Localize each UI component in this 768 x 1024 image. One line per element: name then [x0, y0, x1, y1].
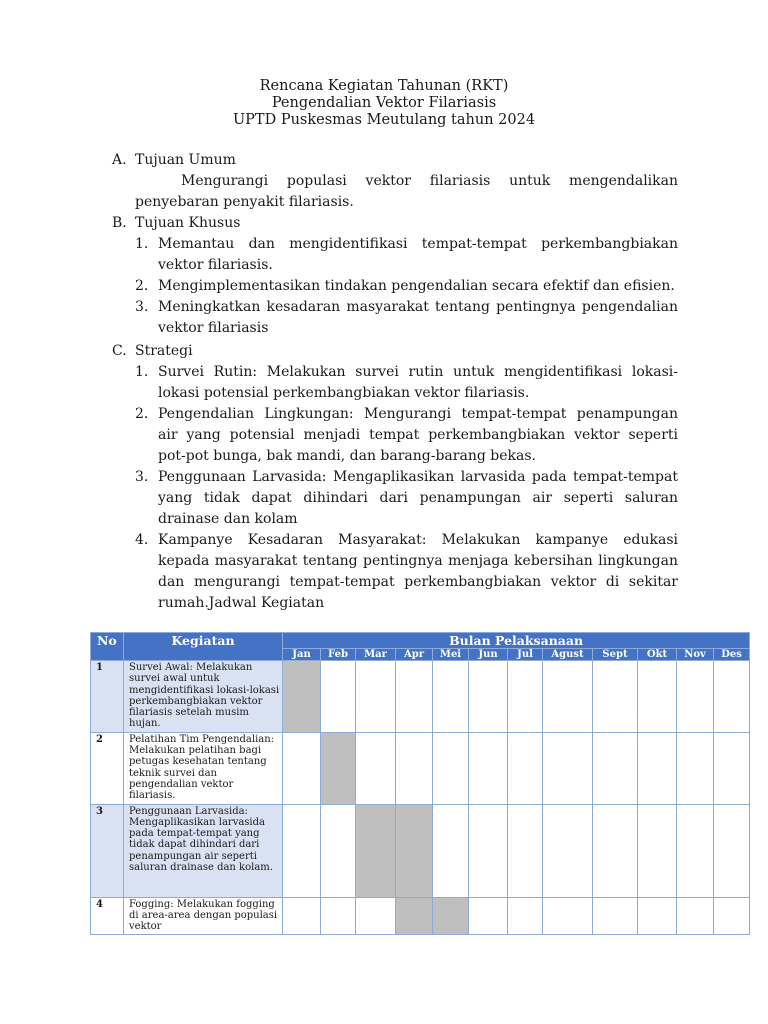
schedule-cell [677, 661, 714, 733]
schedule-cell [714, 804, 750, 897]
row-activity: Survei Awal: Melakukan survei awal untuk mengidentifikasi lokasi-lokasi perkembangbiakan vektor filariasis setelah musim hujan. [124, 661, 283, 733]
row-number: 2 [91, 732, 124, 804]
schedule-cell [469, 804, 508, 897]
section-b-letter: B. [112, 215, 127, 231]
section-a-letter: A. [112, 152, 127, 168]
table-row [91, 732, 750, 804]
schedule-cell [714, 897, 750, 935]
schedule-cell [593, 897, 638, 935]
schedule-cell [714, 732, 750, 804]
schedule-cell-active [396, 897, 433, 935]
month-header: Mei [433, 649, 469, 661]
list-text: Memantau dan mengidentifikasi tempat-tempat perkembangbiakan vektor filariasis. [158, 236, 678, 273]
schedule-cell [433, 732, 469, 804]
list-item [90, 362, 678, 404]
header-no: No [91, 633, 124, 661]
list-item [90, 234, 678, 276]
schedule-cell [714, 661, 750, 733]
row-number: 4 [91, 897, 124, 935]
section-b-title: Tujuan Khusus [135, 215, 241, 231]
title-line-3: UPTD Puskesmas Meutulang tahun 2024 [232, 112, 536, 128]
list-number: 1. [135, 364, 149, 380]
list-text: Pengendalian Lingkungan: Mengurangi tempat-tempat penampungan air yang potensial menjadi tempat perkembangbiakan vektor seperti pot-pot bunga, bak mandi, dan barang-barang bekas. [158, 406, 678, 464]
section-tujuan-umum [90, 150, 678, 213]
schedule-cell [677, 732, 714, 804]
schedule-cell [543, 661, 593, 733]
schedule-cell [543, 897, 593, 935]
schedule-cell [469, 661, 508, 733]
list-item [90, 530, 678, 614]
document-title [0, 78, 768, 129]
month-header: Jan [283, 649, 321, 661]
list-number: 4. [135, 532, 149, 548]
list-number: 3. [135, 469, 149, 485]
schedule-cell [283, 732, 321, 804]
list-number: 3. [135, 299, 149, 315]
schedule-table [90, 632, 750, 935]
list-number: 2. [135, 278, 149, 294]
list-number: 1. [135, 236, 149, 252]
schedule-cell [433, 804, 469, 897]
table-header-row [91, 633, 750, 649]
schedule-cell [638, 897, 677, 935]
section-a-title: Tujuan Umum [135, 152, 236, 168]
schedule-cell [508, 897, 543, 935]
schedule-cell [396, 661, 433, 733]
list-item [90, 404, 678, 467]
month-header: Apr [396, 649, 433, 661]
list-text: Penggunaan Larvasida: Mengaplikasikan larvasida pada tempat-tempat yang tidak dapat dihindari dari penampungan air seperti saluran drainase dan kolam [158, 469, 678, 527]
table-row [91, 897, 750, 935]
section-c-letter: C. [112, 343, 127, 359]
list-item [90, 297, 678, 339]
list-number: 2. [135, 406, 149, 422]
schedule-cell [433, 661, 469, 733]
schedule-cell [593, 732, 638, 804]
month-header: Des [714, 649, 750, 661]
list-text: Kampanye Kesadaran Masyarakat: Melakukan kampanye edukasi kepada masyarakat tentang pentingnya menjaga kebersihan lingkungan dan mengurangi tempat-tempat perkembangbiakan vektor di sekitar rumah.Jadwal Kegiatan [158, 532, 678, 611]
list-text: Survei Rutin: Melakukan survei rutin untuk mengidentifikasi lokasi-lokasi potensial perkembangbiakan vektor filariasis. [158, 364, 678, 401]
section-c-list [90, 362, 678, 614]
section-a-text: Mengurangi populasi vektor filariasis untuk mengendalikan penyebaran penyakit filariasis. [135, 173, 678, 210]
list-text: Mengimplementasikan tindakan pengendalian secara efektif dan efisien. [158, 278, 675, 294]
schedule-cell [638, 732, 677, 804]
schedule-cell [508, 804, 543, 897]
month-header: Jul [508, 649, 543, 661]
month-header: Jun [469, 649, 508, 661]
month-header: Sept [593, 649, 638, 661]
section-b-heading [90, 213, 678, 234]
title-line-1: Rencana Kegiatan Tahunan (RKT) [259, 78, 509, 94]
row-activity: Fogging: Melakukan fogging di area-area dengan populasi vektor [124, 897, 283, 935]
row-number: 3 [91, 804, 124, 897]
schedule-cell [593, 661, 638, 733]
schedule-cell-active [321, 732, 356, 804]
section-b-list [90, 234, 678, 339]
schedule-cell [396, 732, 433, 804]
table-body [91, 661, 750, 935]
section-strategi [90, 341, 678, 614]
schedule-cell-active [396, 804, 433, 897]
section-tujuan-khusus [90, 213, 678, 339]
schedule-cell [469, 732, 508, 804]
section-c-heading [90, 341, 678, 362]
section-c-title: Strategi [135, 343, 193, 359]
row-activity: Penggunaan Larvasida: Mengaplikasikan larvasida pada tempat-tempat yang tidak dapat dihindari dari penampungan air seperti saluran drainase dan kolam. [124, 804, 283, 897]
section-a-paragraph [90, 171, 678, 213]
row-number: 1 [91, 661, 124, 733]
schedule-cell [677, 804, 714, 897]
header-activity: Kegiatan [124, 633, 283, 661]
header-months: Bulan Pelaksanaan [283, 633, 750, 649]
schedule-cell-active [433, 897, 469, 935]
month-header: Feb [321, 649, 356, 661]
schedule-cell [469, 897, 508, 935]
title-line-2: Pengendalian Vektor Filariasis [271, 95, 497, 111]
list-item [90, 467, 678, 530]
schedule-cell-active [356, 804, 396, 897]
list-text: Meningkatkan kesadaran masyarakat tentang pentingnya pengendalian vektor filariasis [158, 299, 678, 336]
schedule-cell [283, 804, 321, 897]
schedule-cell [283, 897, 321, 935]
schedule-cell [543, 804, 593, 897]
table-row [91, 661, 750, 733]
schedule-cell [508, 661, 543, 733]
schedule-cell [356, 732, 396, 804]
schedule-cell [543, 732, 593, 804]
schedule-cell [356, 661, 396, 733]
schedule-cell [321, 804, 356, 897]
month-header: Agust [543, 649, 593, 661]
schedule-cell [677, 897, 714, 935]
schedule-cell-active [283, 661, 321, 733]
section-a-heading [90, 150, 678, 171]
month-header: Mar [356, 649, 396, 661]
schedule-cell [356, 897, 396, 935]
schedule-cell [508, 732, 543, 804]
month-header: Nov [677, 649, 714, 661]
list-item [90, 276, 678, 297]
schedule-cell [638, 804, 677, 897]
table-row [91, 804, 750, 897]
schedule-cell [321, 661, 356, 733]
schedule-cell [321, 897, 356, 935]
schedule-cell [638, 661, 677, 733]
row-activity: Pelatihan Tim Pengendalian: Melakukan pelatihan bagi petugas kesehatan tentang teknik survei dan pengendalian vektor filariasis. [124, 732, 283, 804]
schedule-cell [593, 804, 638, 897]
month-header: Okt [638, 649, 677, 661]
